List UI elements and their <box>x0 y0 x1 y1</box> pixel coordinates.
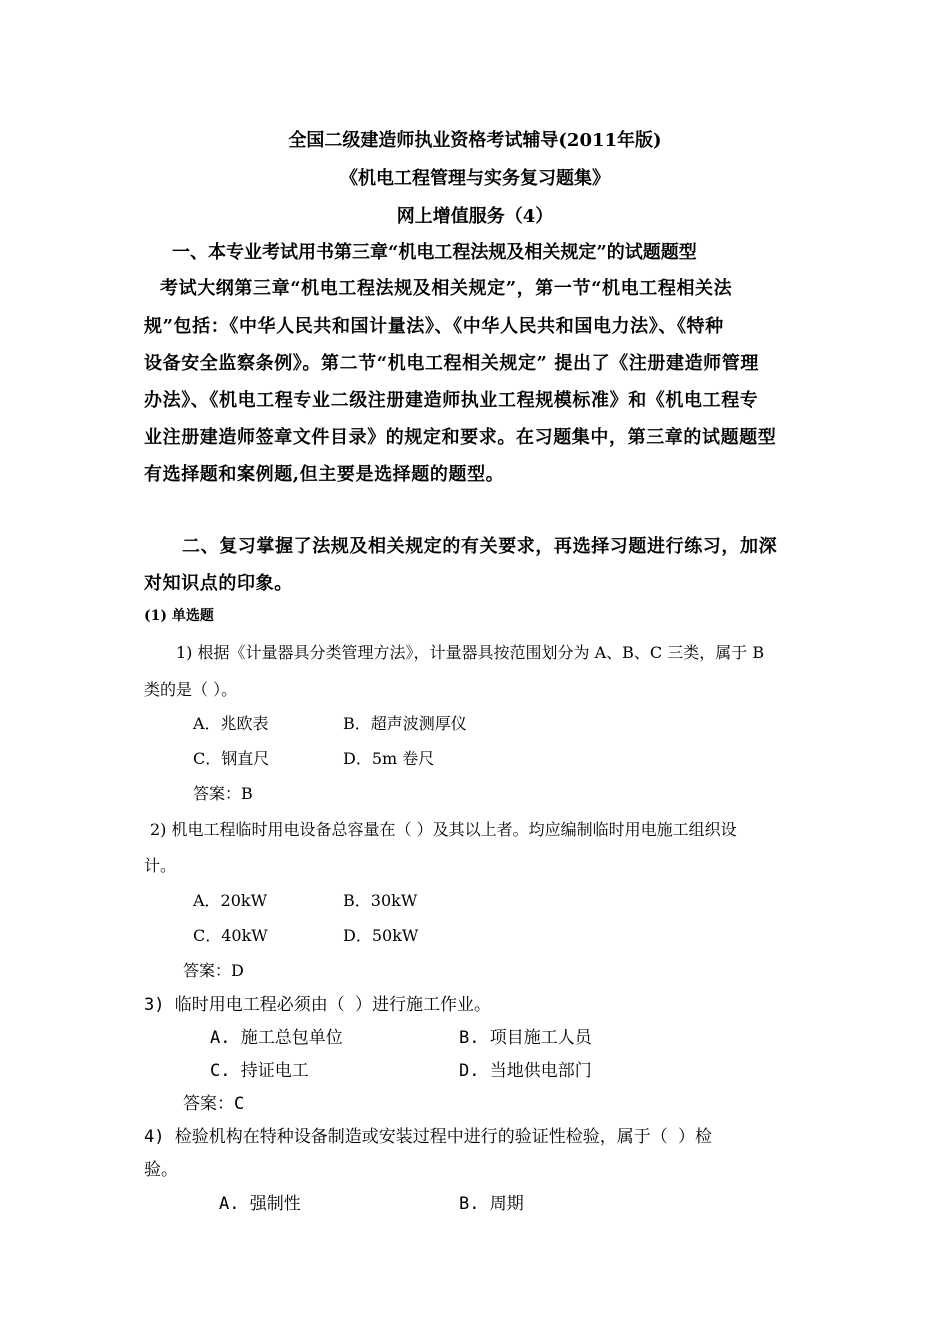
question-stem: 3) 临时用电工程必须由（ ）进行施工作业。 <box>144 995 491 1015</box>
option-b: B．超声波测厚仪 <box>343 714 467 733</box>
section2-heading: 二、复习掌握了法规及相关规定的有关要求，再选择习题进行练习，加深 <box>182 536 778 557</box>
section1-line: 规”包括：《中华人民共和国计量法》、《中华人民共和国电力法》、《特种 <box>144 316 724 337</box>
title-line-1: 全国二级建造师执业资格考试辅导(2011年版) <box>288 130 662 151</box>
option-c: C．钢直尺 <box>193 749 270 768</box>
option-c: C．40kW <box>193 926 268 945</box>
question-stem: 1) 根据《计量器具分类管理方法》，计量器具按范围划分为 A、B、C 三类，属于 B <box>176 643 765 662</box>
title-line-2: 《机电工程管理与实务复习题集》 <box>340 168 610 189</box>
question-stem: 4) 检验机构在特种设备制造或安装过程中进行的验证性检验，属于（ ）检 <box>144 1127 712 1147</box>
question-stem-cont: 类的是（ ）。 <box>144 680 238 699</box>
option-b: B．30kW <box>343 891 418 910</box>
section1-line: 设备安全监察条例》。第二节“机电工程相关规定” 提出了《注册建造师管理 <box>144 353 759 374</box>
answer: 答案：D <box>183 961 244 980</box>
option-a: A．兆欧表 <box>193 714 269 733</box>
option-b: B. 项目施工人员 <box>459 1028 592 1048</box>
option-c: C. 持证电工 <box>210 1061 309 1081</box>
section1-line: 考试大纲第三章“机电工程法规及相关规定”，第一节“机电工程相关法 <box>160 278 733 299</box>
question-stem-cont: 验。 <box>144 1160 178 1180</box>
question-stem: 2) 机电工程临时用电设备总容量在（ ）及其以上者。均应编制临时用电施工组织设 <box>150 820 737 839</box>
option-d: D．5m 卷尺 <box>343 749 435 768</box>
option-d: D. 当地供电部门 <box>459 1061 592 1081</box>
section2-heading-cont: 对知识点的印象。 <box>144 573 293 594</box>
option-a: A．20kW <box>193 891 268 910</box>
option-a: A. 强制性 <box>219 1194 301 1214</box>
section1-line: 办法》、《机电工程专业二级注册建造师执业工程规模标准》和《机电工程专 <box>144 390 759 411</box>
option-b: B. 周期 <box>459 1194 524 1214</box>
option-a: A. 施工总包单位 <box>210 1028 343 1048</box>
section1-heading: 一、本专业考试用书第三章“机电工程法规及相关规定”的试题题型 <box>172 242 697 263</box>
option-d: D．50kW <box>343 926 419 945</box>
question-stem-cont: 计。 <box>144 856 177 875</box>
section1-line: 业注册建造师签章文件目录》的规定和要求。在习题集中，第三章的试题题型 <box>144 427 777 448</box>
answer: 答案：C <box>183 1094 245 1114</box>
section2-subheading: (1) 单选题 <box>144 608 214 624</box>
title-line-3: 网上增值服务（4） <box>396 206 554 227</box>
answer: 答案：B <box>193 784 253 803</box>
section1-line: 有选择题和案例题,但主要是选择题的题型。 <box>144 464 505 485</box>
